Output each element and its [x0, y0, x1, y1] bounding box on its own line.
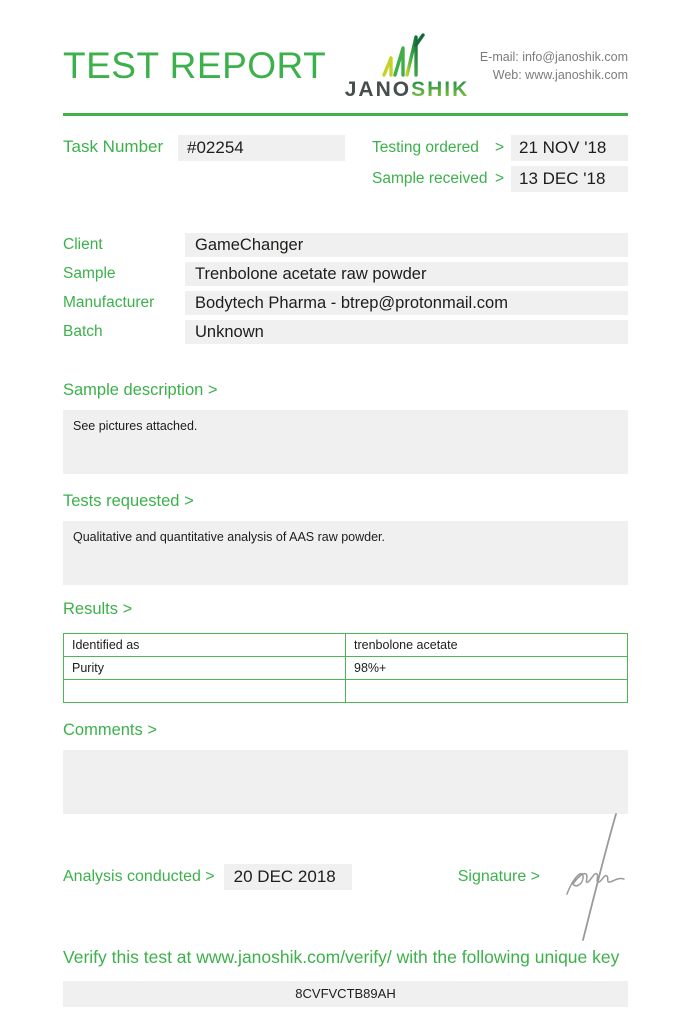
logo-text-shik: SHIK — [411, 77, 470, 101]
tests-requested-heading: Tests requested > — [63, 492, 194, 510]
testing-ordered-value: 21 NOV '18 — [511, 135, 628, 161]
sample-row — [63, 262, 628, 286]
sample-received-text: Sample received — [372, 170, 488, 187]
comments-box — [63, 750, 628, 814]
contact-email: E-mail: info@janoshik.com — [479, 49, 628, 64]
header-divider — [63, 113, 628, 116]
manufacturer-label: Manufacturer — [63, 294, 155, 311]
result-name-cell: Identified as — [64, 634, 346, 657]
logo-wordmark — [345, 79, 470, 100]
signature-image — [552, 812, 632, 942]
sample-description-box: See pictures attached. — [63, 410, 628, 474]
contact-web: Web: www.janoshik.com — [492, 68, 628, 82]
testing-ordered-label — [372, 139, 504, 157]
info-fields — [63, 233, 628, 344]
manufacturer-value: Bodytech Pharma - btrep@protonmail.com — [185, 291, 628, 315]
result-value-cell — [346, 680, 628, 703]
arrow-glyph: > — [494, 139, 504, 156]
sample-received-value: 13 DEC '18 — [511, 166, 628, 192]
analysis-date-value: 20 DEC 2018 — [224, 864, 352, 890]
sample-received-row — [372, 166, 628, 192]
batch-row — [63, 320, 628, 344]
testing-ordered-row — [372, 135, 628, 161]
unique-key-value: 8CVFVCTB89AH — [63, 981, 628, 1007]
testing-ordered-text: Testing ordered — [372, 139, 479, 156]
client-label: Client — [63, 236, 103, 253]
header — [63, 28, 628, 104]
client-row — [63, 233, 628, 257]
results-table — [63, 633, 628, 703]
result-value-cell: trenbolone acetate — [346, 634, 628, 657]
sample-value: Trenbolone acetate raw powder — [185, 262, 628, 286]
dates-group — [372, 135, 628, 192]
page-title: TEST REPORT — [63, 45, 327, 86]
table-row — [64, 657, 628, 680]
batch-label: Batch — [63, 323, 103, 340]
results-heading: Results > — [63, 600, 133, 618]
analysis-conducted-label: Analysis conducted > — [63, 868, 215, 885]
result-value-cell: 98%+ — [346, 657, 628, 680]
task-number-value: #02254 — [178, 135, 345, 161]
task-number-group — [63, 135, 345, 192]
table-row — [64, 634, 628, 657]
task-section — [63, 135, 628, 192]
analysis-signature-row — [63, 863, 628, 891]
result-name-cell — [64, 680, 346, 703]
batch-value: Unknown — [185, 320, 628, 344]
growth-chart-icon — [378, 33, 436, 77]
tests-requested-box: Qualitative and quantitative analysis of AAS raw powder. — [63, 521, 628, 585]
sample-description-heading: Sample description > — [63, 381, 218, 399]
client-value: GameChanger — [185, 233, 628, 257]
verify-instruction: Verify this test at www.janoshik.com/verify/ with the following unique key — [63, 947, 620, 967]
contact-info — [480, 48, 628, 84]
sample-label: Sample — [63, 265, 116, 282]
comments-heading: Comments > — [63, 721, 157, 739]
result-name-cell: Purity — [64, 657, 346, 680]
table-row — [64, 680, 628, 703]
signature-label: Signature > — [457, 868, 540, 885]
janoshik-logo — [345, 33, 470, 100]
sample-received-label — [372, 170, 504, 188]
task-number-label: Task Number — [63, 137, 164, 156]
logo-text-jano: JANO — [344, 77, 412, 101]
manufacturer-row — [63, 291, 628, 315]
arrow-glyph: > — [494, 170, 504, 187]
